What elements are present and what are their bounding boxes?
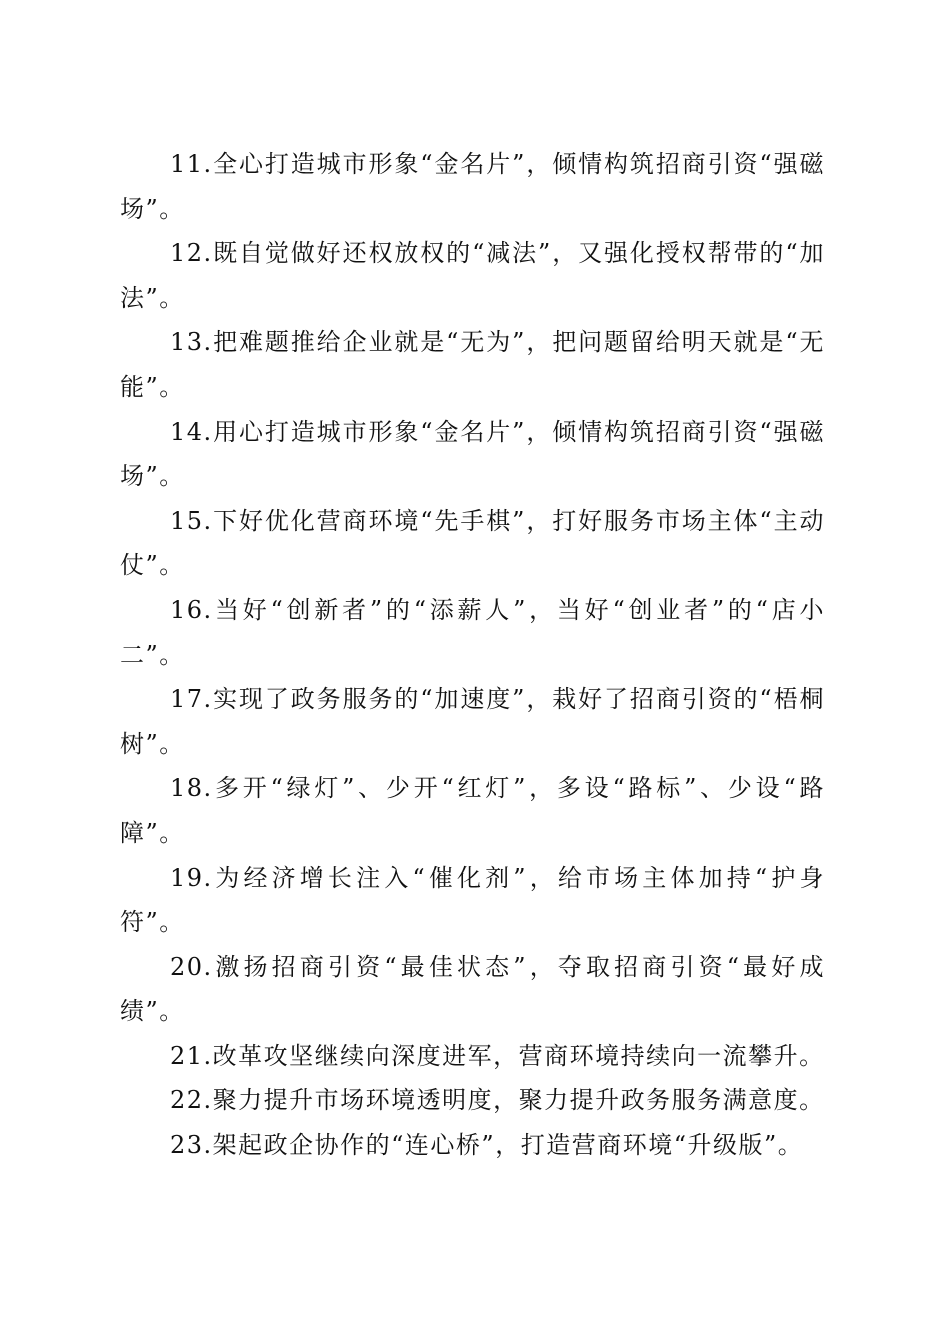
list-item: 12.既自觉做好还权放权的“减法”，又强化授权帮带的“加法”。 xyxy=(120,239,825,312)
list-item: 13.把难题推给企业就是“无为”，把问题留给明天就是“无能”。 xyxy=(120,328,825,401)
phrase-list xyxy=(120,142,825,1168)
list-item: 21.改革攻坚继续向深度进军，营商环境持续向一流攀升。 xyxy=(170,1041,825,1070)
list-item: 14.用心打造城市形象“金名片”，倾情构筑招商引资“强磁场”。 xyxy=(120,417,825,491)
list-item: 19.为经济增长注入“催化剂”，给市场主体加持“护身符”。 xyxy=(120,863,825,937)
list-item: 20.激扬招商引资“最佳状态”，夺取招商引资“最好成绩”。 xyxy=(120,952,825,1026)
list-item: 22.聚力提升市场环境透明度，聚力提升政务服务满意度。 xyxy=(170,1086,825,1115)
list-item: 15.下好优化营商环境“先手棋”，打好服务市场主体“主动仗”。 xyxy=(120,506,825,580)
list-item: 18.多开“绿灯”、少开“红灯”，多设“路标”、少设“路障”。 xyxy=(120,774,825,847)
list-item: 23.架起政企协作的“连心桥”，打造营商环境“升级版”。 xyxy=(170,1131,804,1160)
list-item: 16.当好“创新者”的“添薪人”，当好“创业者”的“店小二”。 xyxy=(120,595,825,669)
list-item: 11.全心打造城市形象“金名片”，倾情构筑招商引资“强磁场”。 xyxy=(120,150,825,223)
list-item: 17.实现了政务服务的“加速度”，栽好了招商引资的“梧桐树”。 xyxy=(120,685,825,758)
